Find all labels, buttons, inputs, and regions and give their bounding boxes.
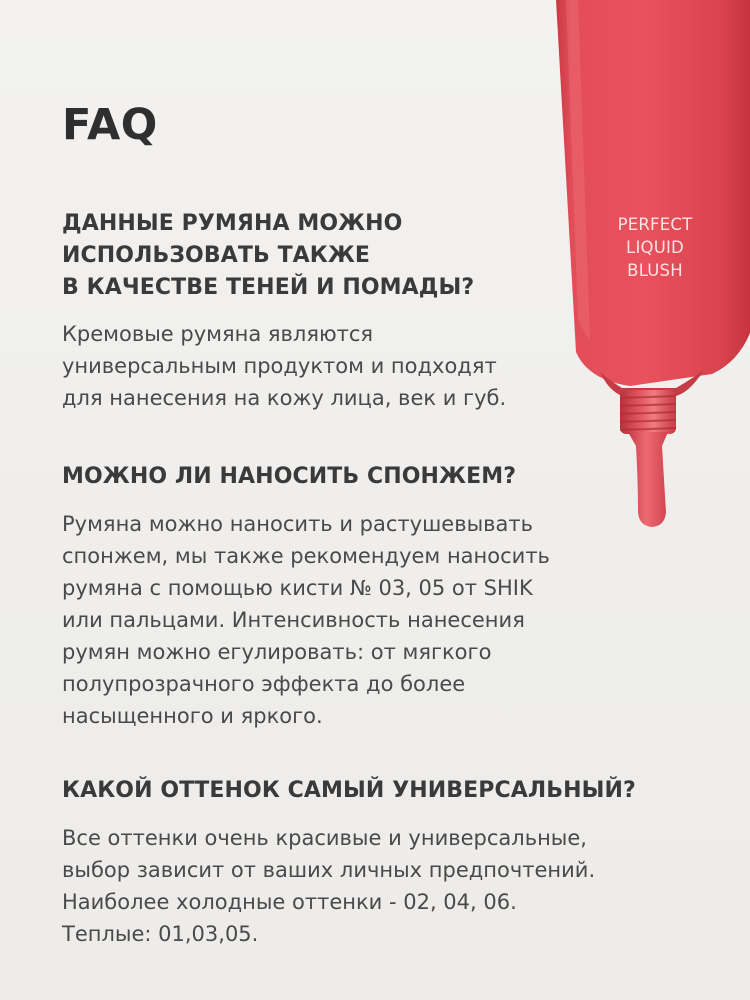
faq-question	[62, 775, 636, 807]
faq-answer	[62, 508, 550, 732]
faq-answer	[62, 318, 506, 414]
faq-answer-line: Кремовые румяна являются	[62, 322, 374, 346]
faq-question-line: МОЖНО ЛИ НАНОСИТЬ СПОНЖЕМ?	[62, 464, 517, 489]
faq-question	[62, 461, 516, 493]
product-label-line: BLUSH	[627, 261, 683, 280]
faq-question-line: ДАННЫЕ РУМЯНА МОЖНО	[62, 211, 403, 236]
faq-answer-line: для нанесения на кожу лица, век и губ.	[62, 386, 507, 410]
faq-answer-line: или пальцами. Интенсивность нанесения	[62, 608, 525, 632]
product-label	[596, 213, 714, 282]
faq-answer-line: румяна с помощью кисти № 03, 05 от SHIK	[62, 576, 533, 600]
product-label-line: PERFECT	[617, 215, 693, 234]
page-title: FAQ	[62, 100, 158, 150]
faq-answer-line: универсальным продуктом и подходят	[62, 354, 497, 378]
faq-answer-line: румян можно егулировать: от мягкого	[62, 640, 492, 664]
faq-answer-line: Наиболее холодные оттенки - 02, 04, 06.	[62, 890, 517, 914]
faq-answer-line: Румяна можно наносить и растушевывать	[62, 512, 534, 536]
faq-question-line: ИСПОЛЬЗОВАТЬ ТАКЖЕ	[62, 243, 371, 268]
faq-answer	[62, 822, 595, 950]
faq-answer-line: насыщенного и яркого.	[62, 704, 323, 728]
faq-question-line: В КАЧЕСТВЕ ТЕНЕЙ И ПОМАДЫ?	[62, 275, 475, 300]
product-label-line: LIQUID	[626, 238, 684, 257]
faq-answer-line: Теплые: 01,03,05.	[62, 922, 259, 946]
faq-answer-line: Все оттенки очень красивые и универсальные,	[62, 826, 587, 850]
faq-question-line: КАКОЙ ОТТЕНОК САМЫЙ УНИВЕРСАЛЬНЫЙ?	[62, 778, 636, 803]
faq-answer-line: спонжем, мы также рекомендуем наносить	[62, 544, 550, 568]
faq-question	[62, 208, 474, 304]
faq-answer-line: выбор зависит от ваших личных предпочтений.	[62, 858, 596, 882]
faq-answer-line: полупрозрачного эффекта до более	[62, 672, 466, 696]
